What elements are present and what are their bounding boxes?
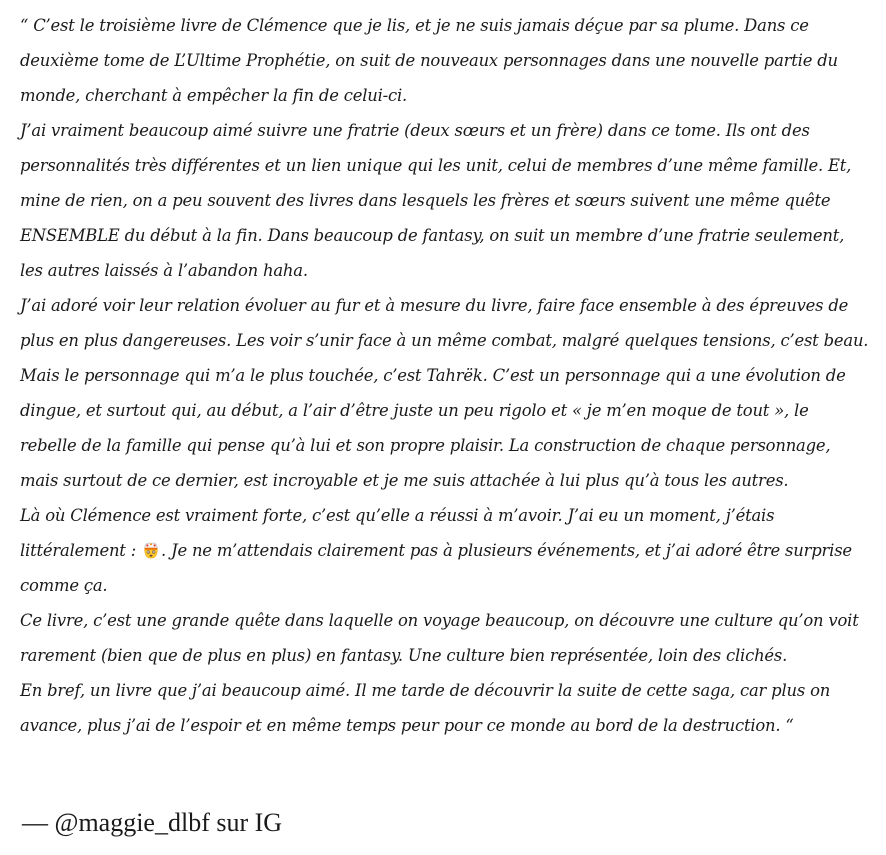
review-paragraph-4-start: Là où Clémence est vraiment forte, c’est qu’elle a réussi à m’avoir. J’ai eu un moment, j’étais littéralement : <box>20 506 775 560</box>
review-paragraph-2: J’ai vraiment beaucoup aimé suivre une fratrie (deux sœurs et un frère) dans ce tome. Ils ont des personnalités très différentes et un lien unique qui les unit, celui de membres d’une même famille. Et, mine de rien, on a peu souvent des livres dans lesquels les frères et sœurs suivent une même quête ENSEMBLE du début à la fin. Dans beaucoup de fantasy, on suit un membre d’une fratrie seulement, les autres laissés à l’abandon haha. <box>20 121 852 280</box>
review-attribution: — @maggie_dlbf sur IG <box>22 808 283 837</box>
exploding-head-icon <box>142 541 160 559</box>
review-paragraph-1: “ C’est le troisième livre de Clémence que je lis, et je ne suis jamais déçue par sa plume. Dans ce deuxième tome de L’Ultime Prophétie, on suit de nouveaux personnages dans une nouvelle partie du monde, cherchant à empêcher la fin de celui-ci. <box>20 16 838 105</box>
review-paragraph-6: En bref, un livre que j’ai beaucoup aimé. Il me tarde de découvrir la suite de cette saga, car plus on avance, plus j’ai de l’espoir et en même temps peur pour ce monde au bord de la destruction. “ <box>20 681 831 735</box>
review-paragraph-5: Ce livre, c’est une grande quête dans laquelle on voyage beaucoup, on découvre une culture qu’on voit rarement (bien que de plus en plus) en fantasy. Une culture bien représentée, loin des clichés. <box>20 611 859 665</box>
review-paragraph-4-end: . Je ne m’attendais clairement pas à plusieurs événements, et j’ai adoré être surprise comme ça. <box>20 541 852 595</box>
review-quote <box>20 8 870 743</box>
review-paragraph-3: J’ai adoré voir leur relation évoluer au fur et à mesure du livre, faire face ensemble à des épreuves de plus en plus dangereuses. Les voir s’unir face à un même combat, malgré quelques tensions, c’est beau. Mais le personnage qui m’a le plus touchée, c’est Tahrëk. C’est un personnage qui a une évolution de dingue, et surtout qui, au début, a l’air d’être juste un peu rigolo et « je m’en moque de tout », le rebelle de la famille qui pense qu’à lui et son propre plaisir. La construction de chaque personnage, mais surtout de ce dernier, est incroyable et je me suis attachée à lui plus qu’à tous les autres. <box>20 296 869 490</box>
review-paragraph-4 <box>20 498 870 603</box>
